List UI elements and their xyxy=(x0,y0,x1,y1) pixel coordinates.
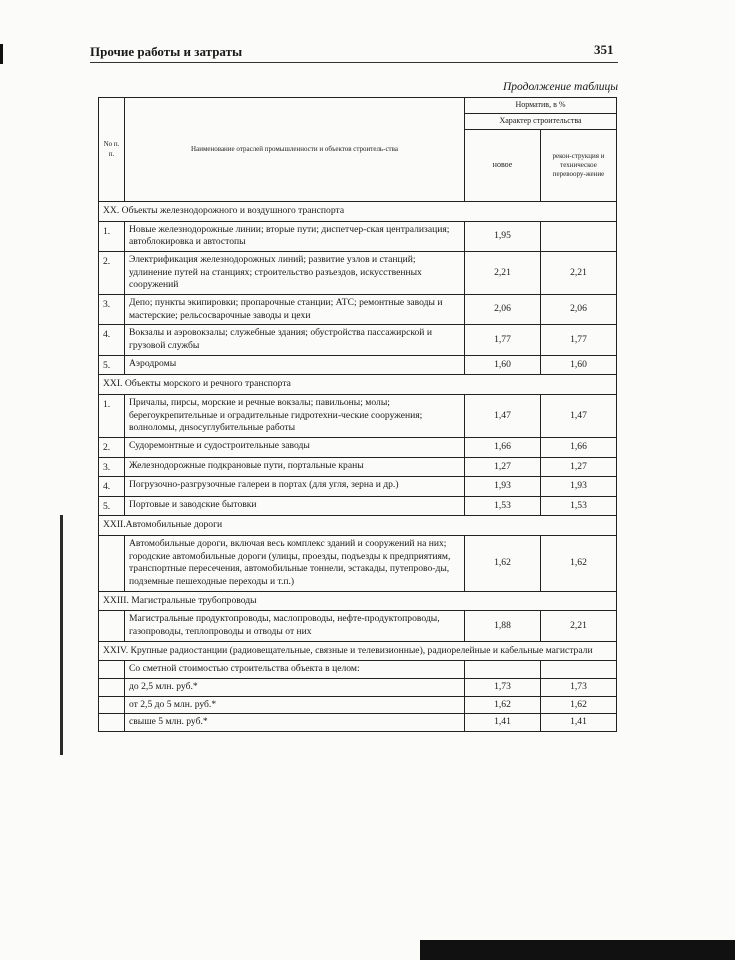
running-header: Прочие работы и затраты xyxy=(90,44,243,59)
section-title: XX. Объекты железнодорожного и воздушного транспорта xyxy=(99,202,617,222)
table-row xyxy=(99,679,617,697)
row-name: свыше 5 млн. руб.* xyxy=(125,714,465,732)
table-row xyxy=(99,394,617,437)
row-number: 3. xyxy=(99,294,125,324)
row-number: 3. xyxy=(99,457,125,477)
header-number: No п. п. xyxy=(99,98,125,202)
row-number: 5. xyxy=(99,355,125,375)
row-name: Железнодорожные подкрановые пути, портальные краны xyxy=(125,457,465,477)
row-value-reconstruction: 1,47 xyxy=(541,394,617,437)
row-value-reconstruction: 1,27 xyxy=(541,457,617,477)
row-number xyxy=(99,661,125,679)
row-name: от 2,5 до 5 млн. руб.* xyxy=(125,696,465,714)
row-value-reconstruction: 1,60 xyxy=(541,355,617,375)
row-value-new: 1,77 xyxy=(465,325,541,355)
row-value-new: 1,62 xyxy=(465,696,541,714)
page-number: 351 xyxy=(594,42,614,57)
row-value-reconstruction: 1,66 xyxy=(541,437,617,457)
row-number: 5. xyxy=(99,496,125,516)
row-value-reconstruction xyxy=(541,661,617,679)
section-row xyxy=(99,375,617,395)
row-value-new: 1,27 xyxy=(465,457,541,477)
header-character: Характер строительства xyxy=(465,114,617,130)
table-row xyxy=(99,536,617,592)
row-number xyxy=(99,536,125,592)
row-number: 1. xyxy=(99,221,125,251)
table-row xyxy=(99,437,617,457)
section-row xyxy=(99,516,617,536)
row-value-new: 1,95 xyxy=(465,221,541,251)
section-row xyxy=(99,641,617,661)
row-number: 4. xyxy=(99,477,125,497)
row-value-reconstruction: 1,77 xyxy=(541,325,617,355)
row-value-reconstruction xyxy=(541,221,617,251)
header-new: новое xyxy=(465,130,541,202)
row-number: 2. xyxy=(99,251,125,294)
table-row xyxy=(99,221,617,251)
row-number xyxy=(99,679,125,697)
row-value-reconstruction: 1,53 xyxy=(541,496,617,516)
row-number: 1. xyxy=(99,394,125,437)
row-number: 2. xyxy=(99,437,125,457)
row-value-new: 2,06 xyxy=(465,294,541,324)
row-value-reconstruction: 1,73 xyxy=(541,679,617,697)
row-number: 4. xyxy=(99,325,125,355)
header-rule xyxy=(90,62,618,63)
row-name: Со сметной стоимостью строительства объекта в целом: xyxy=(125,661,465,679)
table-row xyxy=(99,496,617,516)
row-value-reconstruction: 2,21 xyxy=(541,611,617,641)
row-value-new: 1,62 xyxy=(465,536,541,592)
row-value-new: 1,60 xyxy=(465,355,541,375)
row-value-new: 1,47 xyxy=(465,394,541,437)
row-name: Магистральные продуктопроводы, маслопроводы, нефте-продуктопроводы, газопроводы, теплопроводы и отводы от них xyxy=(125,611,465,641)
header-name: Наименование отраслей промышленности и объектов строитель-ства xyxy=(125,98,465,202)
row-value-reconstruction: 2,21 xyxy=(541,251,617,294)
table-row xyxy=(99,714,617,732)
row-value-new: 1,88 xyxy=(465,611,541,641)
row-name: Погрузочно-разгрузочные галереи в портах (для угля, зерна и др.) xyxy=(125,477,465,497)
section-title: XXIII. Магистральные трубопроводы xyxy=(99,591,617,611)
section-title: XXIV. Крупные радиостанции (радиовещательные, связные и телевизионные), радиорелейные и кабельные магистрали xyxy=(99,641,617,661)
table-row xyxy=(99,355,617,375)
row-name: Портовые и заводские бытовки xyxy=(125,496,465,516)
norms-table xyxy=(98,97,617,732)
row-value-new: 1,53 xyxy=(465,496,541,516)
row-value-new: 1,73 xyxy=(465,679,541,697)
table-row xyxy=(99,457,617,477)
row-name: Аэродромы xyxy=(125,355,465,375)
table-row xyxy=(99,661,617,679)
row-name: Новые железнодорожные линии; вторые пути; диспетчер-ская централизация; автоблокировка и автостопы xyxy=(125,221,465,251)
row-name: Вокзалы и аэровокзалы; служебные здания; обустройства пассажирской и грузовой службы xyxy=(125,325,465,355)
row-name: до 2,5 млн. руб.* xyxy=(125,679,465,697)
table-row xyxy=(99,251,617,294)
row-value-new: 1,41 xyxy=(465,714,541,732)
scan-edge-mark-bottom xyxy=(420,940,735,960)
table-row xyxy=(99,477,617,497)
row-name: Электрификация железнодорожных линий; развитие узлов и станций; удлинение путей на станциях; строительство разъездов, искусственных сооружений xyxy=(125,251,465,294)
row-value-new: 1,93 xyxy=(465,477,541,497)
row-value-new: 2,21 xyxy=(465,251,541,294)
section-row xyxy=(99,591,617,611)
row-number xyxy=(99,714,125,732)
scan-edge-mark-top xyxy=(0,44,3,64)
row-name: Депо; пункты экипировки; пропарочные станции; АТС; ремонтные заводы и мастерские; рельсосварочные заводы и цехи xyxy=(125,294,465,324)
row-number xyxy=(99,696,125,714)
table-row xyxy=(99,696,617,714)
table-row xyxy=(99,294,617,324)
section-title: XXII.Автомобильные дороги xyxy=(99,516,617,536)
row-value-new xyxy=(465,661,541,679)
row-name: Автомобильные дороги, включая весь комплекс зданий и сооружений на них; городские автомобильные дороги (улицы, проезды, подъезды к предприятиям, транспортные пересечения, автомобильные тоннели, эстакады, путепрово-ды, подземные пешеходные переходы и т.п.) xyxy=(125,536,465,592)
scan-edge-mark-left xyxy=(60,515,63,755)
row-name: Причалы, пирсы, морские и речные вокзалы; павильоны; молы; берегоукрепительные и оградительные гидротехни-ческие сооружения; волноломы, днsocуглубительные работы xyxy=(125,394,465,437)
table-body xyxy=(99,202,617,732)
table-row xyxy=(99,325,617,355)
row-name: Судоремонтные и судостроительные заводы xyxy=(125,437,465,457)
row-value-reconstruction: 1,62 xyxy=(541,536,617,592)
row-value-reconstruction: 2,06 xyxy=(541,294,617,324)
header-norm: Норматив, в % xyxy=(465,98,617,114)
section-title: XXI. Объекты морского и речного транспорта xyxy=(99,375,617,395)
header-reconstruction: рекон-струкция и техническое перевоору-жение xyxy=(541,130,617,202)
row-value-reconstruction: 1,93 xyxy=(541,477,617,497)
continued-label: Продолжение таблицы xyxy=(502,81,618,93)
row-number xyxy=(99,611,125,641)
table-row xyxy=(99,611,617,641)
row-value-reconstruction: 1,41 xyxy=(541,714,617,732)
section-row xyxy=(99,202,617,222)
row-value-new: 1,66 xyxy=(465,437,541,457)
row-value-reconstruction: 1,62 xyxy=(541,696,617,714)
